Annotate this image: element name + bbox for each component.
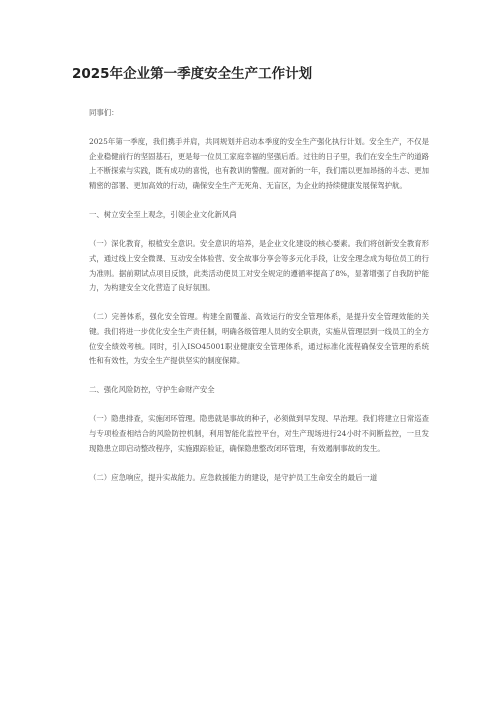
paragraph-intro: 2025年第一季度，我们携手并肩，共同规划并启动本季度的安全生产强化执行计划。安全生产，不仅是企业稳健前行的坚固基石，更是每一位员工家庭幸福的坚强后盾。过往的日子里，我们在安全生产的道路上不断探索与实践，既有成功的喜悦，也有教训的警醒。面对新的一年，我们需以更加昂扬的斗志、更加精密的部署、更加高效的行动，确保安全生产无死角、无盲区，为企业的持续健康发展保驾护航。 [89, 137, 429, 190]
paragraph-1-1: （一）深化教育，根植安全意识。安全意识的培养，是企业文化建设的核心要素。我们将创新安全教育形式，通过线上安全微课、互动安全体验营、安全故事分享会等多元化手段，让安全理念成为每位员工的行为准则。据前期试点项目反馈，此类活动使员工对安全规定的遵循率提高了8%，显著增强了自我防护能力，为构建安全文化营造了良好氛围。 [89, 239, 429, 293]
section-heading-2: 二、强化风险防控，守护生命财产安全 [89, 385, 215, 395]
greeting-line: 同事们： [89, 108, 119, 117]
document-title: 2025年企业第一季度安全生产工作计划 [72, 66, 313, 82]
paragraph-2-2: （二）应急响应，提升实战能力。应急救援能力的建设，是守护员工生命安全的最后一道 [89, 472, 378, 482]
document-body [89, 106, 429, 500]
paragraph-1-2: （二）完善体系，强化安全管理。构建全面覆盖、高效运行的安全管理体系，是提升安全管理效能的关键。我们将进一步优化安全生产责任制，明确各级管理人员的安全职责，实施从管理层到一线员工的全方位安全绩效考核。同时，引入ISO45001职业健康安全管理体系，通过标准化流程确保安全管理的系统性和有效性，为安全生产提供坚实的制度保障。 [89, 312, 429, 366]
section-heading-1: 一、树立安全至上观念，引领企业文化新风尚 [89, 210, 237, 220]
paragraph-2-1: （一）隐患排查，实施闭环管理。隐患就是事故的种子，必须做到早发现、早治理。我们将建立日常巡查与专项检查相结合的风险防控机制，利用智能化监控平台，对生产现场进行24小时不间断监控，一旦发现隐患立即启动整改程序，实施跟踪验证，确保隐患整改闭环管理，有效遏制事故的发生。 [89, 414, 429, 453]
